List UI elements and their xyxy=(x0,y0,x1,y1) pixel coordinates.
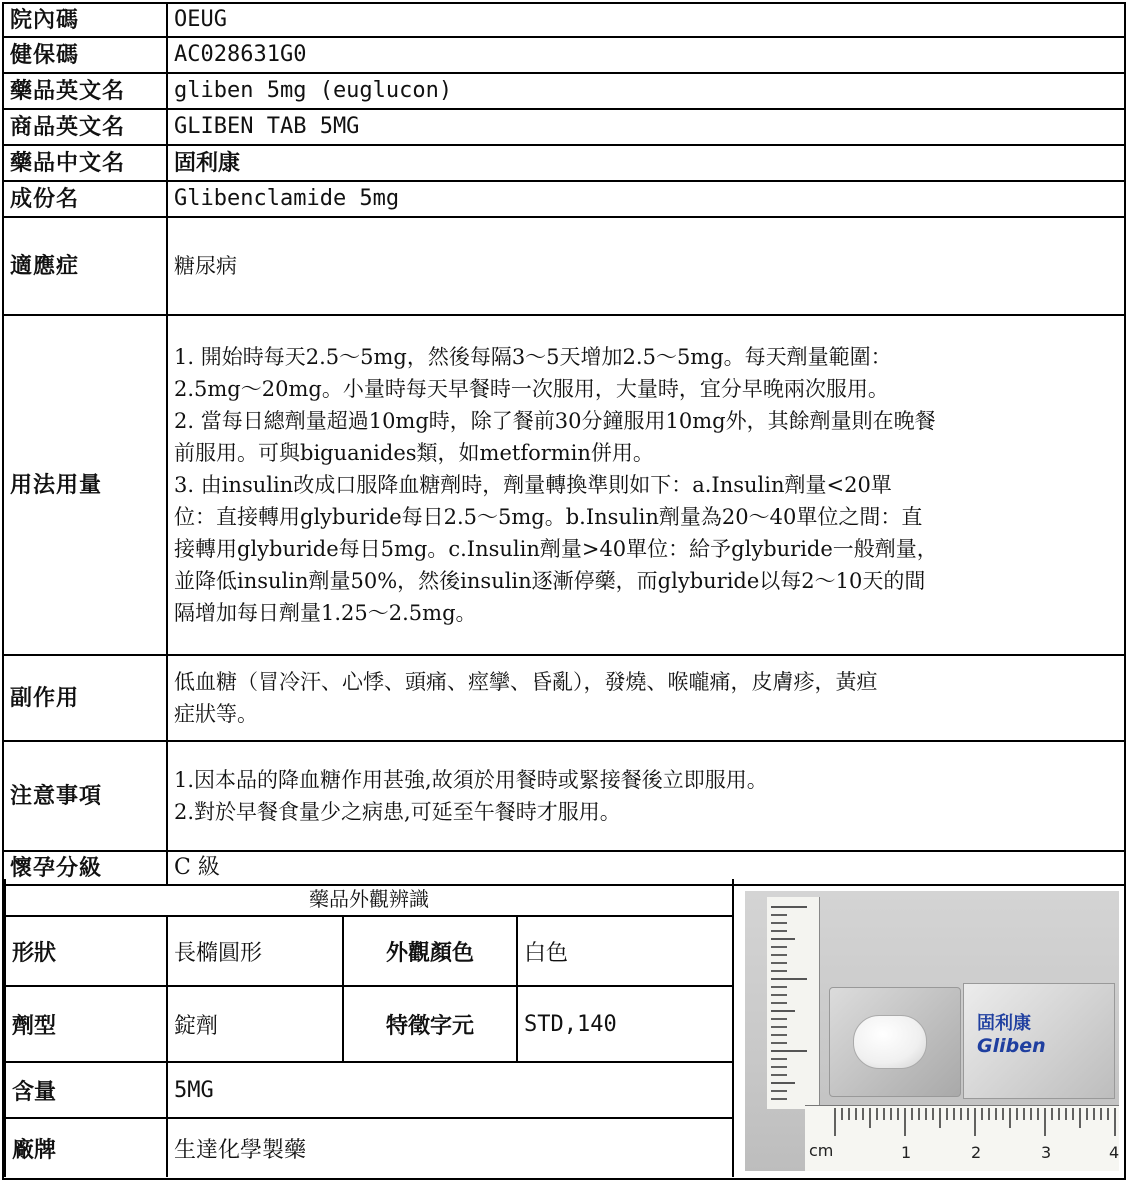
tablet-photo-cell xyxy=(732,879,1126,1178)
dosage-line: 隔增加每日劑量1.25～2.5mg。 xyxy=(174,601,477,625)
precaution-line: 1.因本品的降血糖作用甚強,故須於用餐時或緊接餐後立即服用。 xyxy=(174,768,768,792)
value-maker: 生達化學製藥 xyxy=(167,1118,733,1177)
dosage-line: 並降低insulin劑量50%，然後insulin逐漸停藥，而glyburide以每2～10天的間 xyxy=(174,569,926,593)
value-trade-name: GLIBEN TAB 5MG xyxy=(167,109,1125,145)
foil-brand-name: Gliben xyxy=(977,1035,1046,1057)
label-indication: 適應症 xyxy=(3,217,167,315)
row-insurance-code xyxy=(3,37,1125,73)
appearance-table xyxy=(4,879,734,1177)
value-english-name: gliben 5mg (euglucon) xyxy=(167,73,1125,109)
value-ingredient: Glibenclamide 5mg xyxy=(167,181,1125,217)
row-maker xyxy=(5,1118,733,1177)
dosage-line: 3. 由insulin改成口服降血糖劑時，劑量轉換準則如下：a.Insulin劑量<20單 xyxy=(174,473,892,497)
dosage-line: 接轉用glyburide每日5mg。c.Insulin劑量>40單位：給予glyburide一般劑量， xyxy=(174,537,938,561)
label-english-name: 藥品英文名 xyxy=(3,73,167,109)
appearance-header: 藥品外觀辨識 xyxy=(5,879,733,916)
row-chinese-name xyxy=(3,145,1125,181)
dosage-line: 前服用。可與biguanides類，如metformin併用。 xyxy=(174,441,654,465)
row-strength xyxy=(5,1062,733,1118)
horizontal-ruler xyxy=(805,1105,1119,1171)
ruler-tick-label: 3 xyxy=(1041,1143,1052,1162)
value-hospital-code: OEUG xyxy=(167,3,1125,37)
label-color: 外觀顏色 xyxy=(343,916,517,986)
tablet-photo xyxy=(745,891,1119,1171)
label-hospital-code: 院內碼 xyxy=(3,3,167,37)
dosage-line: 1. 開始時每天2.5～5mg，然後每隔3～5天增加2.5～5mg。每天劑量範圍： xyxy=(174,345,892,369)
row-indication xyxy=(3,217,1125,315)
row-form-marking xyxy=(5,986,733,1062)
row-dosage xyxy=(3,315,1125,655)
row-trade-name xyxy=(3,109,1125,145)
vertical-ruler-ticks xyxy=(767,897,819,1109)
dosage-line: 2.5mg～20mg。小量時每天早餐時一次服用，大量時，宜分早晚兩次服用。 xyxy=(174,377,889,401)
row-ingredient xyxy=(3,181,1125,217)
dosage-line: 位：直接轉用glyburide每日2.5～5mg。b.Insulin劑量為20～40單位之間：直 xyxy=(174,505,923,529)
label-shape: 形狀 xyxy=(5,916,167,986)
side-effect-line: 症狀等。 xyxy=(174,702,258,726)
label-marking: 特徵字元 xyxy=(343,986,517,1062)
value-side-effects xyxy=(167,655,1125,741)
foil-text xyxy=(977,1009,1046,1057)
value-chinese-name: 固利康 xyxy=(167,145,1125,181)
vertical-ruler xyxy=(767,897,820,1109)
label-chinese-name: 藥品中文名 xyxy=(3,145,167,181)
row-shape-color xyxy=(5,916,733,986)
row-hospital-code xyxy=(3,3,1125,37)
foil-chinese-name: 固利康 xyxy=(977,1013,1031,1034)
white-oblong-tablet xyxy=(853,1015,927,1069)
value-insurance-code: AC028631G0 xyxy=(167,37,1125,73)
side-effect-line: 低血糖（冒冷汗、心悸、頭痛、痙攣、昏亂），發燒、喉嚨痛，皮膚疹，黃疸 xyxy=(174,670,878,694)
appearance-header-row xyxy=(5,879,733,916)
row-precautions xyxy=(3,741,1125,851)
ruler-tick-label: 4 xyxy=(1109,1143,1119,1162)
label-pregnancy: 懷孕分級 xyxy=(3,851,167,885)
value-marking: STD,140 xyxy=(517,986,733,1062)
value-color: 白色 xyxy=(517,916,733,986)
label-insurance-code: 健保碼 xyxy=(3,37,167,73)
label-maker: 廠牌 xyxy=(5,1118,167,1177)
value-form: 錠劑 xyxy=(167,986,343,1062)
ruler-tick-label: 2 xyxy=(971,1143,982,1162)
value-indication: 糖尿病 xyxy=(167,217,1125,315)
value-precautions xyxy=(167,741,1125,851)
row-side-effects xyxy=(3,655,1125,741)
value-dosage xyxy=(167,315,1125,655)
label-precautions: 注意事項 xyxy=(3,741,167,851)
label-strength: 含量 xyxy=(5,1062,167,1118)
ruler-tick-label: 1 xyxy=(901,1143,912,1162)
value-strength: 5MG xyxy=(167,1062,733,1118)
precaution-line: 2.對於早餐食量少之病患,可延至午餐時才服用。 xyxy=(174,800,621,824)
label-side-effects: 副作用 xyxy=(3,655,167,741)
value-shape: 長橢圓形 xyxy=(167,916,343,986)
appearance-section xyxy=(2,879,1126,1180)
label-form: 劑型 xyxy=(5,986,167,1062)
label-trade-name: 商品英文名 xyxy=(3,109,167,145)
horizontal-ruler-ticks xyxy=(805,1106,1119,1171)
label-ingredient: 成份名 xyxy=(3,181,167,217)
row-english-name xyxy=(3,73,1125,109)
label-dosage: 用法用量 xyxy=(3,315,167,655)
ruler-unit-label: cm xyxy=(809,1141,834,1160)
drug-info-table xyxy=(2,2,1126,886)
dosage-line: 2. 當每日總劑量超過10mg時，除了餐前30分鐘服用10mg外，其餘劑量則在晚餐 xyxy=(174,409,936,433)
value-pregnancy: C 級 xyxy=(167,851,1125,885)
